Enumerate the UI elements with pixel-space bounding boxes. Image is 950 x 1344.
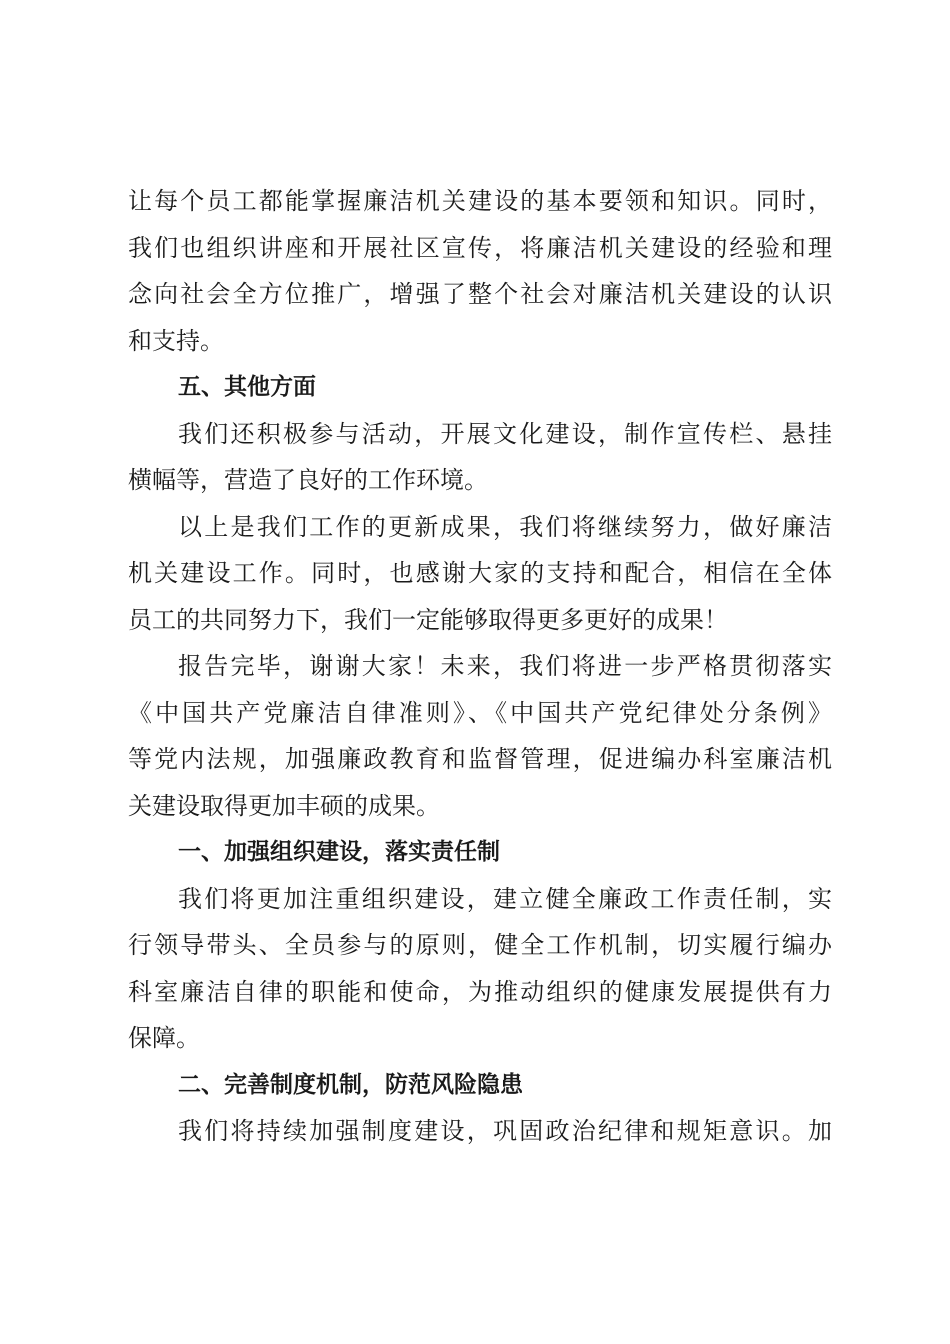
section-heading: 五、其他方面 (178, 374, 316, 400)
section-heading: 二、完善制度机制，防范风险隐患 (178, 1071, 523, 1098)
paragraph-line: 等党内法规，加强廉政教育和监督管理，促进编办科室廉洁机 (128, 745, 832, 773)
paragraph-line: 我们将更加注重组织建设，建立健全廉政工作责任制，实 (178, 884, 832, 913)
section-heading: 一、加强组织建设，落实责任制 (178, 839, 500, 865)
paragraph-line: 我们还积极参与活动，开展文化建设，制作宣传栏、悬挂 (178, 419, 832, 448)
paragraph-line: 念向社会全方位推广，增强了整个社会对廉洁机关建设的认识 (128, 280, 832, 308)
document-body (128, 178, 832, 1155)
paragraph-line: 关建设取得更加丰硕的成果。 (128, 791, 440, 820)
paragraph-line: 让每个员工都能掌握廉洁机关建设的基本要领和知识。同时， (128, 187, 832, 215)
paragraph-line: 《中国共产党廉洁自律准则》、《中国共产党纪律处分条例》 (128, 698, 832, 727)
paragraph-line: 行领导带头、全员参与的原则，健全工作机制，切实履行编办 (128, 931, 832, 959)
paragraph-line: 科室廉洁自律的职能和使命，为推动组织的健康发展提供有力 (128, 977, 832, 1006)
paragraph-line: 机关建设工作。同时，也感谢大家的支持和配合，相信在全体 (128, 559, 832, 587)
paragraph-line: 横幅等，营造了良好的工作环境。 (128, 466, 488, 494)
paragraph-line: 保障。 (128, 1024, 200, 1052)
paragraph-line: 我们也组织讲座和开展社区宣传，将廉洁机关建设的经验和理 (128, 233, 832, 262)
paragraph-line: 和支持。 (128, 326, 224, 355)
paragraph-line: 我们将持续加强制度建设，巩固政治纪律和规矩意识。加 (178, 1117, 832, 1145)
paragraph-line: 员工的共同努力下，我们一定能够取得更多更好的成果！ (128, 605, 728, 634)
paragraph-line: 报告完毕，谢谢大家！未来，我们将进一步严格贯彻落实 (178, 652, 832, 680)
paragraph-line: 以上是我们工作的更新成果，我们将继续努力，做好廉洁 (178, 512, 832, 541)
